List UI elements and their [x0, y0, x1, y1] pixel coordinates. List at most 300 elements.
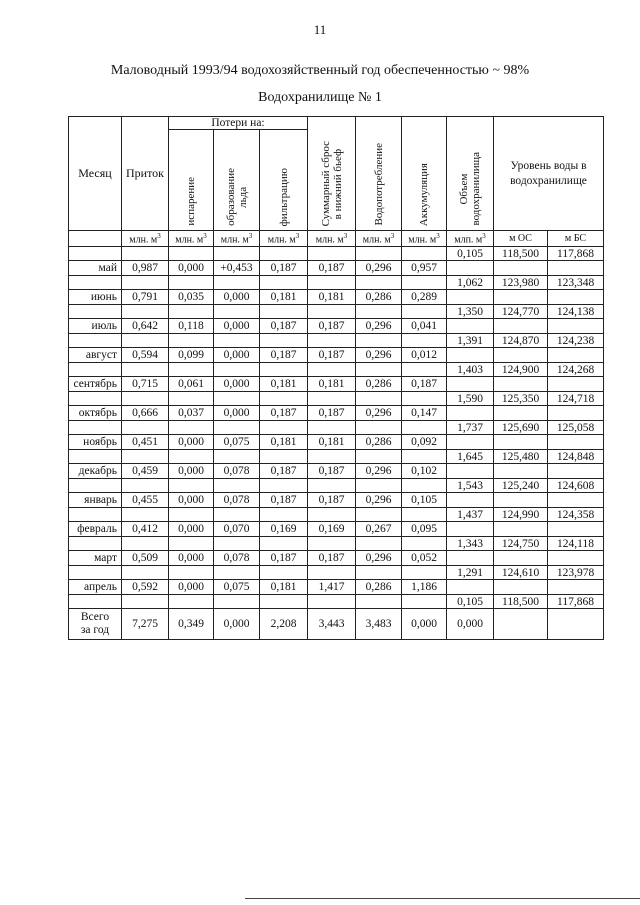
- total-label-cell: [69, 609, 122, 640]
- empty-cell: [122, 566, 169, 580]
- evaporation-cell: 0,000: [169, 551, 214, 566]
- water-use-cell: 0,296: [356, 319, 402, 334]
- volume-cell: 1,543: [447, 479, 494, 493]
- empty-cell: [214, 247, 260, 261]
- empty-cell: [447, 522, 494, 537]
- empty-cell: [447, 493, 494, 508]
- empty-cell: [308, 334, 356, 348]
- empty-cell: [69, 450, 122, 464]
- empty-cell: [214, 334, 260, 348]
- empty-cell: [447, 435, 494, 450]
- empty-cell: [308, 247, 356, 261]
- ice-formation-cell: 0,000: [214, 348, 260, 363]
- volume-row: [69, 450, 604, 464]
- month-name-cell: июль: [69, 319, 122, 334]
- empty-cell: [308, 392, 356, 406]
- ice-formation-cell: 0,070: [214, 522, 260, 537]
- filtration-cell: 0,187: [260, 406, 308, 421]
- ice-formation-cell: 0,078: [214, 464, 260, 479]
- month-name-cell: сентябрь: [69, 377, 122, 392]
- inflow-cell: 0,451: [122, 435, 169, 450]
- unit-cell: млн. $м^3$: [356, 231, 402, 247]
- empty-cell: [356, 450, 402, 464]
- filtration-cell: 0,187: [260, 319, 308, 334]
- empty-cell: [214, 508, 260, 522]
- accumulation-cell: 0,105: [402, 493, 447, 508]
- empty-cell: [260, 537, 308, 551]
- month-row: [69, 348, 604, 363]
- empty-cell: [169, 305, 214, 319]
- empty-cell: [548, 377, 604, 392]
- empty-cell: [308, 595, 356, 609]
- discharge-cell: 0,187: [308, 261, 356, 276]
- empty-cell: [214, 305, 260, 319]
- level-bs-cell: 123,348: [548, 276, 604, 290]
- level-os-cell: 124,610: [494, 566, 548, 580]
- evaporation-cell: 0,061: [169, 377, 214, 392]
- ice-formation-cell: +0,453: [214, 261, 260, 276]
- empty-cell: [356, 363, 402, 377]
- volume-cell: 1,737: [447, 421, 494, 435]
- empty-cell: [260, 247, 308, 261]
- empty-cell: [548, 493, 604, 508]
- month-name-cell: февраль: [69, 522, 122, 537]
- volume-cell: 1,391: [447, 334, 494, 348]
- unit-cell: м ОС: [494, 231, 548, 247]
- empty-cell: [69, 566, 122, 580]
- unit-cell: м БС: [548, 231, 604, 247]
- empty-cell: [447, 580, 494, 595]
- empty-cell: [122, 247, 169, 261]
- empty-cell: [548, 261, 604, 276]
- discharge-cell: 0,169: [308, 522, 356, 537]
- empty-cell: [308, 479, 356, 493]
- water-use-cell: 0,296: [356, 406, 402, 421]
- inflow-cell: 0,455: [122, 493, 169, 508]
- empty-cell: [260, 595, 308, 609]
- empty-cell: [260, 305, 308, 319]
- empty-cell: [494, 551, 548, 566]
- level-bs-cell: 124,848: [548, 450, 604, 464]
- empty-cell: [122, 421, 169, 435]
- empty-cell: [169, 247, 214, 261]
- volume-row: [69, 334, 604, 348]
- water-use-cell: 0,296: [356, 551, 402, 566]
- evaporation-header: испарение: [185, 177, 197, 226]
- total-ice-formation-cell: 0,000: [214, 609, 260, 640]
- month-row: [69, 493, 604, 508]
- empty-cell: [356, 392, 402, 406]
- empty-cell: [122, 276, 169, 290]
- empty-cell: [260, 392, 308, 406]
- month-row: [69, 551, 604, 566]
- empty-cell: [548, 348, 604, 363]
- level-os-cell: 124,750: [494, 537, 548, 551]
- month-row: [69, 464, 604, 479]
- month-name-cell: май: [69, 261, 122, 276]
- ice-formation-header: образование льда: [224, 168, 249, 226]
- total-evaporation-cell: 0,349: [169, 609, 214, 640]
- filtration-cell: 0,187: [260, 551, 308, 566]
- total-label-line: Всего: [80, 611, 110, 623]
- empty-cell: [214, 363, 260, 377]
- water-use-cell: 0,296: [356, 464, 402, 479]
- level-os-cell: 124,770: [494, 305, 548, 319]
- discharge-cell: 0,187: [308, 464, 356, 479]
- empty-cell: [494, 319, 548, 334]
- volume-cell: 1,645: [447, 450, 494, 464]
- volume-row: [69, 363, 604, 377]
- month-row: [69, 319, 604, 334]
- inflow-cell: 0,791: [122, 290, 169, 305]
- volume-row: [69, 247, 604, 261]
- inflow-cell: 0,715: [122, 377, 169, 392]
- month-row: [69, 580, 604, 595]
- page-bottom-rule: [245, 898, 640, 899]
- level-os-cell: 118,500: [494, 247, 548, 261]
- month-row: [69, 290, 604, 305]
- empty-cell: [214, 566, 260, 580]
- empty-cell: [402, 363, 447, 377]
- month-name-cell: декабрь: [69, 464, 122, 479]
- empty-cell: [122, 363, 169, 377]
- accumulation-cell: 0,092: [402, 435, 447, 450]
- empty-cell: [494, 377, 548, 392]
- discharge-header: Суммарный сброс в нижний бьеф: [319, 140, 344, 226]
- empty-cell: [402, 479, 447, 493]
- empty-cell: [548, 319, 604, 334]
- volume-row: [69, 537, 604, 551]
- empty-cell: [494, 348, 548, 363]
- volume-row: [69, 479, 604, 493]
- empty-cell: [494, 522, 548, 537]
- empty-cell: [402, 508, 447, 522]
- month-name-cell: апрель: [69, 580, 122, 595]
- empty-cell: [260, 508, 308, 522]
- level-bs-cell: 124,138: [548, 305, 604, 319]
- empty-cell: [260, 334, 308, 348]
- accumulation-cell: 0,012: [402, 348, 447, 363]
- level-os-cell: 125,480: [494, 450, 548, 464]
- empty-cell: [494, 580, 548, 595]
- empty-cell: [214, 392, 260, 406]
- month-row: [69, 377, 604, 392]
- empty-cell: [260, 566, 308, 580]
- accumulation-cell: 0,147: [402, 406, 447, 421]
- volume-cell: 1,291: [447, 566, 494, 580]
- month-row: [69, 522, 604, 537]
- empty-cell: [447, 261, 494, 276]
- empty-cell: [308, 305, 356, 319]
- ice-formation-cell: 0,000: [214, 406, 260, 421]
- empty-cell: [402, 566, 447, 580]
- empty-cell: [122, 450, 169, 464]
- empty-cell: [169, 479, 214, 493]
- water-use-header: Водопотребление: [372, 143, 385, 226]
- empty-cell: [122, 392, 169, 406]
- volume-cell: 1,343: [447, 537, 494, 551]
- volume-row: [69, 421, 604, 435]
- empty-cell: [260, 479, 308, 493]
- level-bs-cell: 123,978: [548, 566, 604, 580]
- volume-cell: 1,437: [447, 508, 494, 522]
- level-bs-cell: 124,238: [548, 334, 604, 348]
- empty-cell: [447, 464, 494, 479]
- empty-cell: [69, 392, 122, 406]
- level-bs-cell: 125,058: [548, 421, 604, 435]
- empty-cell: [494, 290, 548, 305]
- evaporation-cell: 0,037: [169, 406, 214, 421]
- empty-cell: [169, 276, 214, 290]
- water-use-cell: 0,286: [356, 290, 402, 305]
- month-row: [69, 406, 604, 421]
- discharge-cell: 0,187: [308, 406, 356, 421]
- empty-cell: [122, 537, 169, 551]
- empty-cell: [122, 595, 169, 609]
- total-volume-cell: 0,000: [447, 609, 494, 640]
- ice-formation-cell: 0,078: [214, 551, 260, 566]
- empty-cell: [402, 450, 447, 464]
- empty-cell: [308, 276, 356, 290]
- volume-row: [69, 508, 604, 522]
- ice-formation-cell: 0,000: [214, 377, 260, 392]
- discharge-cell: 0,187: [308, 348, 356, 363]
- filtration-header: фильтрацию: [277, 167, 290, 226]
- empty-cell: [548, 464, 604, 479]
- evaporation-cell: 0,000: [169, 580, 214, 595]
- level-bs-cell: 124,268: [548, 363, 604, 377]
- month-name-cell: август: [69, 348, 122, 363]
- evaporation-cell: 0,000: [169, 435, 214, 450]
- filtration-cell: 0,187: [260, 493, 308, 508]
- empty-cell: [356, 247, 402, 261]
- evaporation-cell: 0,000: [169, 464, 214, 479]
- empty-cell: [356, 595, 402, 609]
- level-bs-cell: 117,868: [548, 247, 604, 261]
- empty-cell: [122, 334, 169, 348]
- empty-cell: [494, 261, 548, 276]
- empty-cell: [69, 363, 122, 377]
- evaporation-cell: 0,000: [169, 493, 214, 508]
- ice-formation-cell: 0,075: [214, 435, 260, 450]
- empty-cell: [356, 334, 402, 348]
- inflow-cell: 0,459: [122, 464, 169, 479]
- filtration-cell: 0,187: [260, 261, 308, 276]
- empty-cell: [69, 595, 122, 609]
- empty-cell: [548, 522, 604, 537]
- water-use-cell: 0,296: [356, 261, 402, 276]
- month-name-cell: июнь: [69, 290, 122, 305]
- total-label-line: за год: [80, 624, 110, 636]
- unit-cell: млн. $м^3$: [260, 231, 308, 247]
- water-use-cell: 0,267: [356, 522, 402, 537]
- ice-formation-cell: 0,000: [214, 319, 260, 334]
- level-os-cell: 125,240: [494, 479, 548, 493]
- level-header: Уровень воды в водохранилище: [494, 117, 604, 231]
- empty-cell: [402, 537, 447, 551]
- level-os-cell: 124,990: [494, 508, 548, 522]
- empty-cell: [169, 392, 214, 406]
- inflow-header: Приток: [122, 117, 169, 231]
- empty-cell: [356, 508, 402, 522]
- empty-cell: [122, 479, 169, 493]
- discharge-cell: 0,187: [308, 551, 356, 566]
- empty-cell: [69, 276, 122, 290]
- level-os-cell: 125,350: [494, 392, 548, 406]
- losses-header: Потери на:: [169, 117, 308, 130]
- evaporation-cell: 0,000: [169, 522, 214, 537]
- unit-cell: млн. $м^3$: [214, 231, 260, 247]
- level-os-cell: 124,870: [494, 334, 548, 348]
- empty-cell: [169, 595, 214, 609]
- volume-header: Объем водохранилища: [458, 152, 482, 226]
- month-name-cell: ноябрь: [69, 435, 122, 450]
- document-subtitle: Водохранилище № 1: [258, 90, 382, 105]
- volume-row: [69, 276, 604, 290]
- level-os-cell: 125,690: [494, 421, 548, 435]
- empty-cell: [447, 551, 494, 566]
- empty-cell: [122, 508, 169, 522]
- empty-cell: [308, 421, 356, 435]
- empty-cell: [447, 406, 494, 421]
- empty-cell: [356, 305, 402, 319]
- volume-row: [69, 566, 604, 580]
- empty-cell: [260, 450, 308, 464]
- empty-cell: [548, 290, 604, 305]
- empty-cell: [69, 247, 122, 261]
- water-use-cell: 0,296: [356, 348, 402, 363]
- month-row: [69, 435, 604, 450]
- ice-formation-cell: 0,078: [214, 493, 260, 508]
- empty-cell: [356, 479, 402, 493]
- empty-cell: [548, 609, 604, 640]
- level-os-cell: 123,980: [494, 276, 548, 290]
- accumulation-cell: 0,187: [402, 377, 447, 392]
- empty-cell: [447, 377, 494, 392]
- unit-cell: млн. $м^3$: [308, 231, 356, 247]
- empty-cell: [169, 363, 214, 377]
- empty-cell: [447, 348, 494, 363]
- volume-cell: 1,350: [447, 305, 494, 319]
- empty-cell: [548, 406, 604, 421]
- inflow-cell: 0,412: [122, 522, 169, 537]
- empty-cell: [402, 247, 447, 261]
- empty-cell: [169, 334, 214, 348]
- empty-cell: [402, 392, 447, 406]
- empty-cell: [548, 551, 604, 566]
- filtration-cell: 0,181: [260, 290, 308, 305]
- page-number: 11: [313, 22, 327, 37]
- inflow-cell: 0,987: [122, 261, 169, 276]
- empty-cell: [169, 508, 214, 522]
- total-accumulation-cell: 0,000: [402, 609, 447, 640]
- unit-cell: млп. $м^3$: [447, 231, 494, 247]
- ice-formation-cell: 0,075: [214, 580, 260, 595]
- water-use-cell: 0,286: [356, 435, 402, 450]
- water-use-cell: 0,296: [356, 493, 402, 508]
- ice-formation-cell: 0,000: [214, 290, 260, 305]
- evaporation-cell: 0,118: [169, 319, 214, 334]
- document-title: Маловодный 1993/94 водохозяйственный год обеспеченностью ~ 98%: [110, 63, 530, 78]
- empty-cell: [548, 580, 604, 595]
- unit-cell: млн. $м^3$: [122, 231, 169, 247]
- total-discharge-cell: 3,443: [308, 609, 356, 640]
- empty-cell: [447, 319, 494, 334]
- empty-cell: [260, 421, 308, 435]
- evaporation-cell: 0,000: [169, 261, 214, 276]
- accumulation-cell: 0,052: [402, 551, 447, 566]
- empty-cell: [356, 537, 402, 551]
- unit-cell: млн. $м^3$: [169, 231, 214, 247]
- total-inflow-cell: 7,275: [122, 609, 169, 640]
- empty-cell: [308, 450, 356, 464]
- empty-cell: [69, 479, 122, 493]
- inflow-cell: 0,594: [122, 348, 169, 363]
- empty-cell: [308, 363, 356, 377]
- level-bs-cell: 117,868: [548, 595, 604, 609]
- empty-cell: [548, 435, 604, 450]
- units-row: [69, 231, 604, 247]
- volume-cell: 0,105: [447, 595, 494, 609]
- empty-cell: [447, 290, 494, 305]
- empty-cell: [356, 276, 402, 290]
- total-filtration-cell: 2,208: [260, 609, 308, 640]
- empty-cell: [169, 537, 214, 551]
- accumulation-cell: 0,102: [402, 464, 447, 479]
- empty-cell: [214, 479, 260, 493]
- empty-cell: [214, 537, 260, 551]
- empty-cell: [260, 363, 308, 377]
- accumulation-cell: 0,289: [402, 290, 447, 305]
- empty-cell: [356, 421, 402, 435]
- empty-cell: [402, 276, 447, 290]
- volume-cell: 1,062: [447, 276, 494, 290]
- month-header: Месяц: [69, 117, 122, 231]
- discharge-cell: 0,187: [308, 319, 356, 334]
- empty-cell: [308, 566, 356, 580]
- level-bs-cell: 124,118: [548, 537, 604, 551]
- unit-cell: млн. $м^3$: [402, 231, 447, 247]
- volume-cell: 1,590: [447, 392, 494, 406]
- empty-cell: [169, 421, 214, 435]
- water-use-cell: 0,286: [356, 377, 402, 392]
- empty-cell: [402, 595, 447, 609]
- accumulation-cell: 1,186: [402, 580, 447, 595]
- inflow-cell: 0,642: [122, 319, 169, 334]
- unit-cell-empty: [69, 231, 122, 247]
- empty-cell: [69, 537, 122, 551]
- evaporation-cell: 0,035: [169, 290, 214, 305]
- month-name-cell: октябрь: [69, 406, 122, 421]
- filtration-cell: 0,181: [260, 435, 308, 450]
- empty-cell: [69, 305, 122, 319]
- water-balance-table: [68, 116, 604, 640]
- level-bs-cell: 124,718: [548, 392, 604, 406]
- inflow-cell: 0,592: [122, 580, 169, 595]
- empty-cell: [214, 421, 260, 435]
- empty-cell: [122, 305, 169, 319]
- volume-cell: 1,403: [447, 363, 494, 377]
- inflow-cell: 0,509: [122, 551, 169, 566]
- accumulation-header: Аккумуляция: [418, 162, 430, 226]
- discharge-cell: 0,187: [308, 493, 356, 508]
- empty-cell: [494, 493, 548, 508]
- accumulation-cell: 0,041: [402, 319, 447, 334]
- filtration-cell: 0,187: [260, 464, 308, 479]
- empty-cell: [494, 406, 548, 421]
- level-os-cell: 118,500: [494, 595, 548, 609]
- accumulation-cell: 0,095: [402, 522, 447, 537]
